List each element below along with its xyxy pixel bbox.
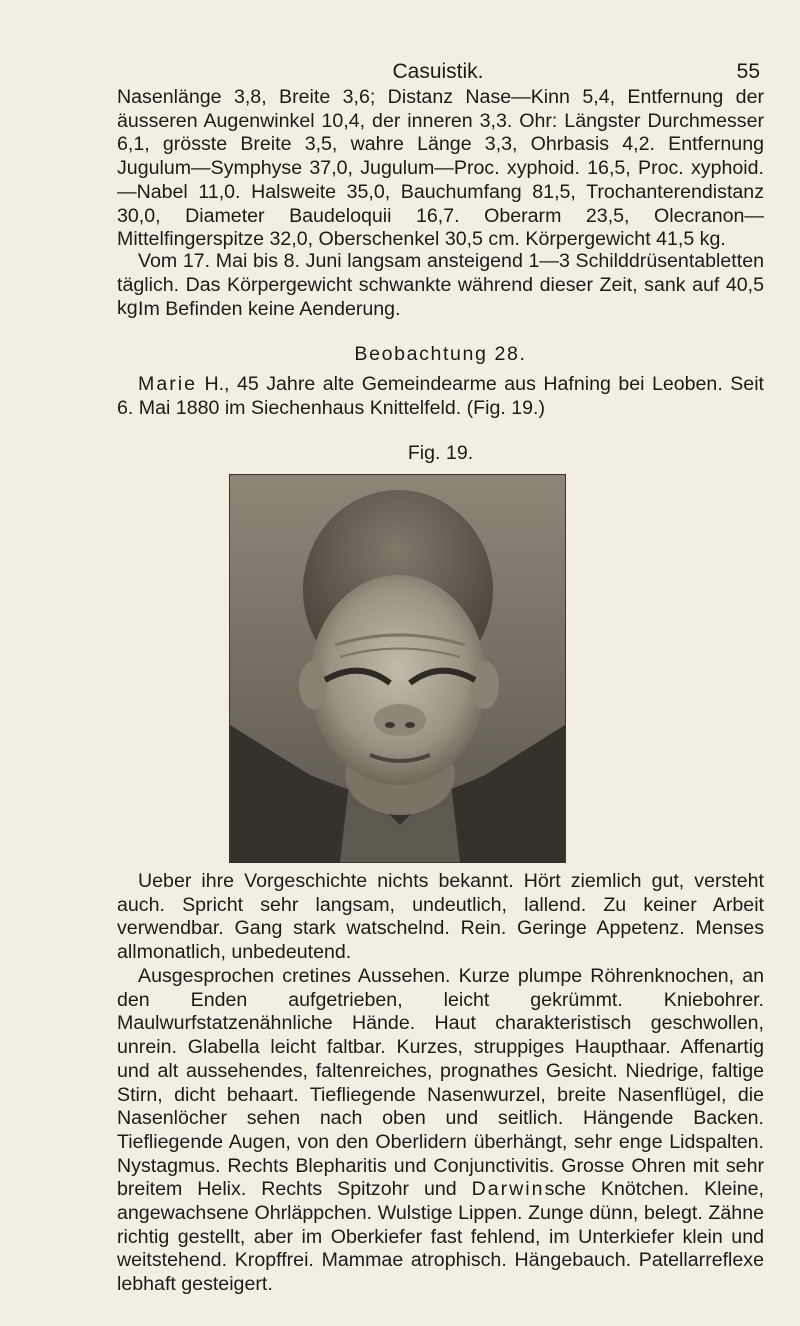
darwin-name: Darwin [471,1178,545,1201]
findings-paragraph [117,965,764,1297]
history-paragraph: Ueber ihre Vorgeschichte nichts bekannt. Hört ziemlich gut, versteht auch. Spricht sehr langsam, undeutlich, lallend. Zu keiner Arbeit verwendbar. Gang stark watschelnd. Rein. Geringe Appetenz. Menses allmonatlich, unbedeutend. [117,870,764,964]
measurements-paragraph: Nasenlänge 3,8, Breite 3,6; Distanz Nase—Kinn 5,4, Entfernung der äusseren Augenwinkel 10,4, der inneren 3,3. Ohr: Längster Durchmesser 6,1, grösste Breite 3,5, wahre Länge 3,3, Ohrbasis 4,2. Entfernung Jugulum—Symphyse 37,0, Jugulum—Proc. xyphoid. 16,5, Proc. xyphoid.—Nabel 11,0. Halsweite 35,0, Bauchumfang 81,5, Trochanterendistanz 30,0, Diameter Baudeloquii 16,7. Oberarm 23,5, Olecranon—Mittelfingerspitze 32,0, Oberschenkel 30,5 cm. Körpergewicht 41,5 kg. [117,86,764,251]
running-title: Casuistik. [392,60,484,83]
observation-heading: Beobachtung 28. [354,343,527,365]
findings-text-start: Ausgesprochen cretines Aussehen. Kurze plumpe Röhrenknochen, an den Enden aufgetrieben, leicht gekrümmt. Kniebohrer. Maulwurfstatzenähnliche Hände. Haut charakteristisch geschwollen, unrein. Glabella leicht faltbar. Kurzes, struppiges Haupthaar. Affenartig und alt aussehendes, faltenreiches, prognathes Gesicht. Niedrige, faltige Stirn, dicht behaart. Tiefliegende Nasenwurzel, breite Nasenflügel, die Nasenlöcher sehen nach oben und seitlich. Hängende Backen. Tiefliegende Augen, von den Oberlidern überhängt, sehr enge Lidspalten. Nystagmus. Rechts Blepharitis und Conjunctivitis. Grosse Ohren mit sehr breitem Helix. Rechts Spitzohr und [117,965,764,1201]
portrait-photograph [229,474,566,863]
condition-paragraph: Im Befinden keine Aenderung. [138,298,401,320]
findings-text-end: sche Knötchen. Kleine, angewachsene Ohrläppchen. Wulstige Lippen. Zunge dünn, belegt. Zähne richtig gestellt, aber im Oberkiefer fast fehlend, im Unterkiefer klein und weitstehend. Kropffrei. Mammae atrophisch. Hängebauch. Patellarreflexe lebhaft gesteigert. [117,1178,764,1296]
page-number: 55 [736,60,760,83]
patient-intro-paragraph [117,373,764,420]
treatment-paragraph: Vom 17. Mai bis 8. Juni langsam ansteigend 1—3 Schilddrüsentabletten täglich. Das Körpergewicht schwankte während dieser Zeit, sank auf 40,5 kg. [117,250,764,320]
patient-name: Marie [138,373,197,395]
figure-caption: Fig. 19. [407,442,474,464]
patient-intro-text: H., 45 Jahre alte Gemeindearme aus Hafning bei Leoben. Seit 6. Mai 1880 im Siechenhaus Knittelfeld. (Fig. 19.) [117,373,764,419]
